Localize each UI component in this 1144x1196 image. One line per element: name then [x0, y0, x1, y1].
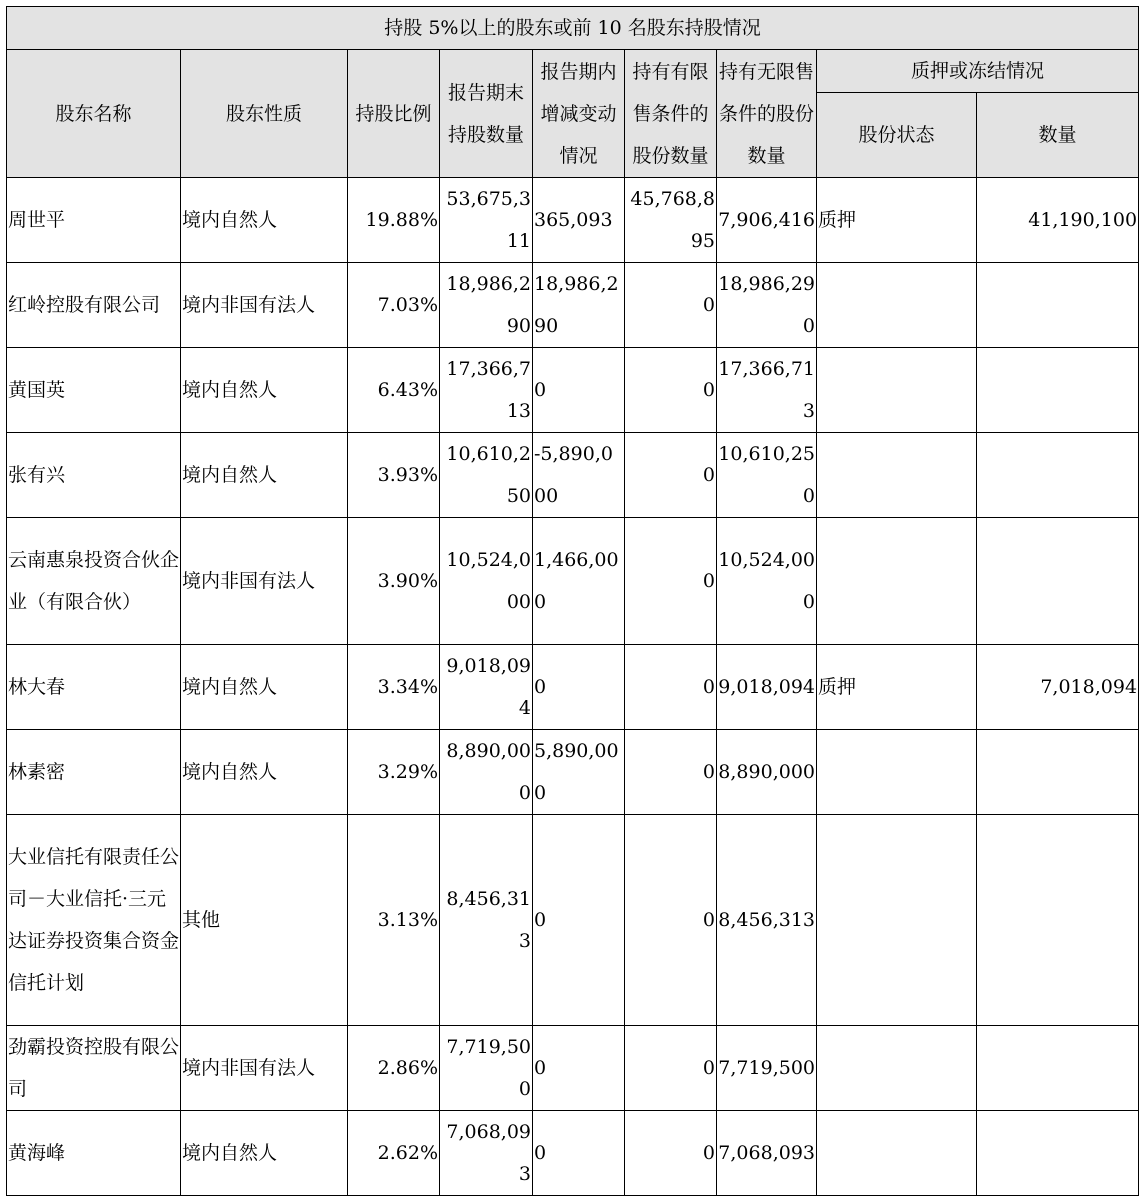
period-change: 365,093	[533, 178, 625, 263]
table-title: 持股 5%以上的股东或前 10 名股东持股情况	[7, 7, 1139, 50]
header-name: 股东名称	[7, 50, 181, 178]
end-period-shares: 53,675,311	[440, 178, 533, 263]
restricted-shares: 0	[625, 645, 717, 730]
pledge-status: 质押	[817, 178, 977, 263]
end-period-shares: 10,524,000	[440, 518, 533, 645]
unrestricted-shares: 7,906,416	[717, 178, 817, 263]
title-row	[7, 7, 1139, 50]
holding-ratio: 3.34%	[348, 645, 440, 730]
header-row	[7, 50, 1139, 93]
unrestricted-shares: 9,018,094	[717, 645, 817, 730]
shareholder-name: 红岭控股有限公司	[7, 263, 181, 348]
header-unrestricted: 持有无限售条件的股份数量	[717, 50, 817, 178]
pledge-status	[817, 263, 977, 348]
unrestricted-shares: 17,366,713	[717, 348, 817, 433]
restricted-shares: 0	[625, 518, 717, 645]
period-change: 0	[533, 348, 625, 433]
unrestricted-shares: 8,456,313	[717, 815, 817, 1026]
period-change: 0	[533, 645, 625, 730]
unrestricted-shares: 10,524,000	[717, 518, 817, 645]
pledge-quantity	[977, 263, 1139, 348]
shareholder-nature: 境内自然人	[181, 433, 348, 518]
shareholder-name: 张有兴	[7, 433, 181, 518]
end-period-shares: 9,018,094	[440, 645, 533, 730]
header-pledge-group: 质押或冻结情况	[817, 50, 1139, 93]
holding-ratio: 2.62%	[348, 1111, 440, 1196]
header-end-shares: 报告期末持股数量	[440, 50, 533, 178]
unrestricted-shares: 7,719,500	[717, 1026, 817, 1111]
table-row	[7, 178, 1139, 263]
table-row	[7, 348, 1139, 433]
period-change: 0	[533, 1111, 625, 1196]
header-pledge-qty: 数量	[977, 93, 1139, 178]
end-period-shares: 7,068,093	[440, 1111, 533, 1196]
end-period-shares: 18,986,290	[440, 263, 533, 348]
restricted-shares: 0	[625, 730, 717, 815]
restricted-shares: 45,768,895	[625, 178, 717, 263]
pledge-quantity	[977, 815, 1139, 1026]
pledge-quantity: 41,190,100	[977, 178, 1139, 263]
shareholder-name: 云南惠泉投资合伙企业（有限合伙）	[7, 518, 181, 645]
holding-ratio: 2.86%	[348, 1026, 440, 1111]
table-body	[7, 178, 1139, 1196]
period-change: 1,466,000	[533, 518, 625, 645]
unrestricted-shares: 8,890,000	[717, 730, 817, 815]
period-change: 0	[533, 1026, 625, 1111]
pledge-status	[817, 433, 977, 518]
end-period-shares: 8,890,000	[440, 730, 533, 815]
shareholders-table	[6, 6, 1139, 1196]
holding-ratio: 3.90%	[348, 518, 440, 645]
pledge-quantity	[977, 518, 1139, 645]
restricted-shares: 0	[625, 815, 717, 1026]
pledge-quantity	[977, 433, 1139, 518]
shareholder-name: 黄国英	[7, 348, 181, 433]
header-ratio: 持股比例	[348, 50, 440, 178]
end-period-shares: 7,719,500	[440, 1026, 533, 1111]
holding-ratio: 3.93%	[348, 433, 440, 518]
restricted-shares: 0	[625, 263, 717, 348]
table-row	[7, 263, 1139, 348]
shareholder-name: 林素密	[7, 730, 181, 815]
table-row	[7, 815, 1139, 1026]
shareholder-nature: 其他	[181, 815, 348, 1026]
pledge-status	[817, 1026, 977, 1111]
shareholder-nature: 境内非国有法人	[181, 263, 348, 348]
table-row	[7, 730, 1139, 815]
period-change: 18,986,290	[533, 263, 625, 348]
restricted-shares: 0	[625, 1111, 717, 1196]
header-pledge-status: 股份状态	[817, 93, 977, 178]
shareholder-name: 林大春	[7, 645, 181, 730]
pledge-status	[817, 348, 977, 433]
holding-ratio: 6.43%	[348, 348, 440, 433]
table-row	[7, 645, 1139, 730]
shareholder-nature: 境内自然人	[181, 348, 348, 433]
unrestricted-shares: 7,068,093	[717, 1111, 817, 1196]
table-row	[7, 1026, 1139, 1111]
holding-ratio: 19.88%	[348, 178, 440, 263]
restricted-shares: 0	[625, 433, 717, 518]
holding-ratio: 3.29%	[348, 730, 440, 815]
shareholder-name: 大业信托有限责任公司－大业信托·三元达证券投资集合资金信托计划	[7, 815, 181, 1026]
shareholder-nature: 境内非国有法人	[181, 1026, 348, 1111]
period-change: 5,890,000	[533, 730, 625, 815]
unrestricted-shares: 10,610,250	[717, 433, 817, 518]
pledge-status	[817, 1111, 977, 1196]
pledge-quantity	[977, 730, 1139, 815]
shareholder-name: 黄海峰	[7, 1111, 181, 1196]
pledge-quantity	[977, 348, 1139, 433]
unrestricted-shares: 18,986,290	[717, 263, 817, 348]
end-period-shares: 10,610,250	[440, 433, 533, 518]
table-row	[7, 518, 1139, 645]
pledge-status	[817, 815, 977, 1026]
pledge-status	[817, 518, 977, 645]
shareholder-nature: 境内自然人	[181, 178, 348, 263]
period-change: -5,890,000	[533, 433, 625, 518]
restricted-shares: 0	[625, 348, 717, 433]
holding-ratio: 7.03%	[348, 263, 440, 348]
end-period-shares: 8,456,313	[440, 815, 533, 1026]
header-restricted: 持有有限售条件的股份数量	[625, 50, 717, 178]
holding-ratio: 3.13%	[348, 815, 440, 1026]
pledge-quantity	[977, 1026, 1139, 1111]
shareholder-nature: 境内自然人	[181, 1111, 348, 1196]
shareholder-nature: 境内非国有法人	[181, 518, 348, 645]
period-change: 0	[533, 815, 625, 1026]
table-row	[7, 1111, 1139, 1196]
shareholder-name: 周世平	[7, 178, 181, 263]
pledge-status	[817, 730, 977, 815]
pledge-quantity	[977, 1111, 1139, 1196]
restricted-shares: 0	[625, 1026, 717, 1111]
header-nature: 股东性质	[181, 50, 348, 178]
shareholder-nature: 境内自然人	[181, 645, 348, 730]
table-row	[7, 433, 1139, 518]
end-period-shares: 17,366,713	[440, 348, 533, 433]
pledge-quantity: 7,018,094	[977, 645, 1139, 730]
pledge-status: 质押	[817, 645, 977, 730]
shareholder-nature: 境内自然人	[181, 730, 348, 815]
header-change: 报告期内增减变动情况	[533, 50, 625, 178]
shareholder-name: 劲霸投资控股有限公司	[7, 1026, 181, 1111]
